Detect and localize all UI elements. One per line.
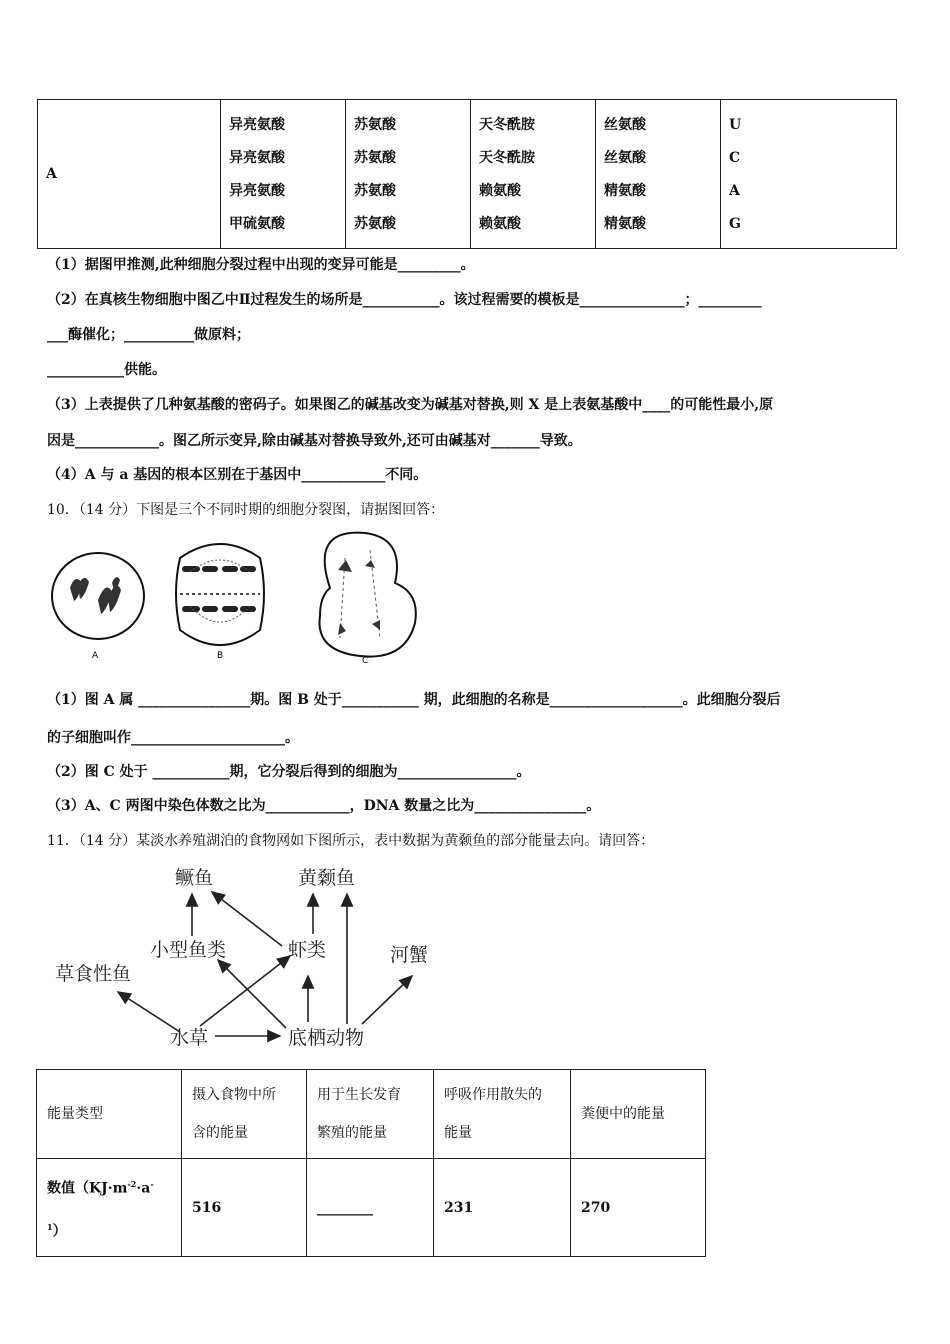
cell-c-label: C <box>362 656 369 666</box>
value-growth-blank: ________ <box>307 1159 434 1257</box>
q9-part4: （4）A 与 a 基因的根本区别在于基因中____________不同。 <box>47 467 428 483</box>
row-label-value: 数值（$KJ\cdot m^{-2}\cdot a^-$ $^1$） <box>37 1159 182 1257</box>
header-intake: 摄入食物中所 含的能量 <box>182 1070 307 1159</box>
cell-a-diagram <box>52 553 144 639</box>
q9-part3-line2: 因是____________。图乙所示变异,除由碱基对替换导致外,还可由碱基对_______导致。 <box>47 433 582 449</box>
codon-col-5: U C A G <box>721 100 897 249</box>
header-growth: 用于生长发育 繁殖的能量 <box>307 1070 434 1159</box>
node-small-fish: 小型鱼类 <box>150 939 227 961</box>
energy-table <box>36 1069 706 1257</box>
node-waterweed: 水草 <box>170 1027 209 1049</box>
energy-table-values <box>37 1159 706 1257</box>
q9-part3-line1: （3）上表提供了几种氨基酸的密码子。如果图乙的碱基改变为碱基对替换,则 X 是上表氨基酸中____的可能性最小,原 <box>47 397 774 413</box>
cell-b-diagram <box>176 544 264 645</box>
header-feces: 粪便中的能量 <box>571 1070 706 1159</box>
value-feces: 270 <box>571 1159 706 1257</box>
cell-c-diagram <box>320 533 416 657</box>
q10-part1-line1: （1）图 A 属 ________________期。图 B 处于___________ 期，此细胞的名称是___________________。此细胞分裂后 <box>47 692 781 708</box>
cell-division-figure <box>40 528 430 668</box>
q10-part3: （3）A、C 两图中染色体数之比为____________，DNA 数量之比为________________。 <box>47 798 601 814</box>
arrow-shrimp-mandarin <box>212 892 282 946</box>
value-intake: 516 <box>182 1159 307 1257</box>
arrow-waterweed-shrimp <box>200 956 290 1026</box>
arrow-benthos-crab <box>362 976 412 1024</box>
arrow-benthos-smallfish <box>218 960 286 1028</box>
codon-col-4: 丝氨酸 丝氨酸 精氨酸 精氨酸 <box>596 100 721 249</box>
q9-part2-line1: （2）在真核生物细胞中图乙中Ⅱ过程发生的场所是___________。该过程需要的模板是_______________；_________ <box>47 292 762 308</box>
q9-part2-line3: ___________供能。 <box>47 362 166 378</box>
cell-a-label: A <box>92 651 99 661</box>
codon-col-2: 苏氨酸 苏氨酸 苏氨酸 苏氨酸 <box>346 100 471 249</box>
q11-title: 11．（14 分）某淡水养殖湖泊的食物网如下图所示，表中数据为黄颡鱼的部分能量去向。请回答： <box>47 833 655 849</box>
node-benthos: 底栖动物 <box>288 1027 365 1049</box>
q10-part1-line2: 的子细胞叫作______________________。 <box>47 730 299 746</box>
codon-col-3: 天冬酰胺 天冬酰胺 赖氨酸 赖氨酸 <box>471 100 596 249</box>
energy-table-header <box>37 1070 706 1159</box>
q9-part2-line2: ___酶催化；__________做原料； <box>47 327 250 343</box>
arrow-waterweed-herbfish <box>118 992 180 1032</box>
node-crab: 河蟹 <box>390 944 429 966</box>
node-mandarin-fish: 鳜鱼 <box>175 867 214 889</box>
food-web-diagram <box>50 860 450 1055</box>
q9-part1: （1）据图甲推测,此种细胞分裂过程中出现的变异可能是_________。 <box>47 257 475 273</box>
node-yellow-catfish: 黄颡鱼 <box>298 867 356 889</box>
node-shrimp: 虾类 <box>288 939 327 961</box>
node-herbivorous-fish: 草食性鱼 <box>55 963 132 985</box>
cell-b-label: B <box>217 651 224 661</box>
codon-row-label: A <box>38 100 221 249</box>
header-respiration: 呼吸作用散失的 能量 <box>434 1070 571 1159</box>
q10-part2: （2）图 C 处于 ___________期，它分裂后得到的细胞为_________________。 <box>47 764 531 780</box>
header-energy-type: 能量类型 <box>37 1070 182 1159</box>
codon-col-1: 异亮氨酸 异亮氨酸 异亮氨酸 甲硫氨酸 <box>221 100 346 249</box>
q10-title: 10．（14 分）下图是三个不同时期的细胞分裂图，请据图回答： <box>47 502 445 518</box>
codon-table <box>37 99 897 249</box>
value-respiration: 231 <box>434 1159 571 1257</box>
